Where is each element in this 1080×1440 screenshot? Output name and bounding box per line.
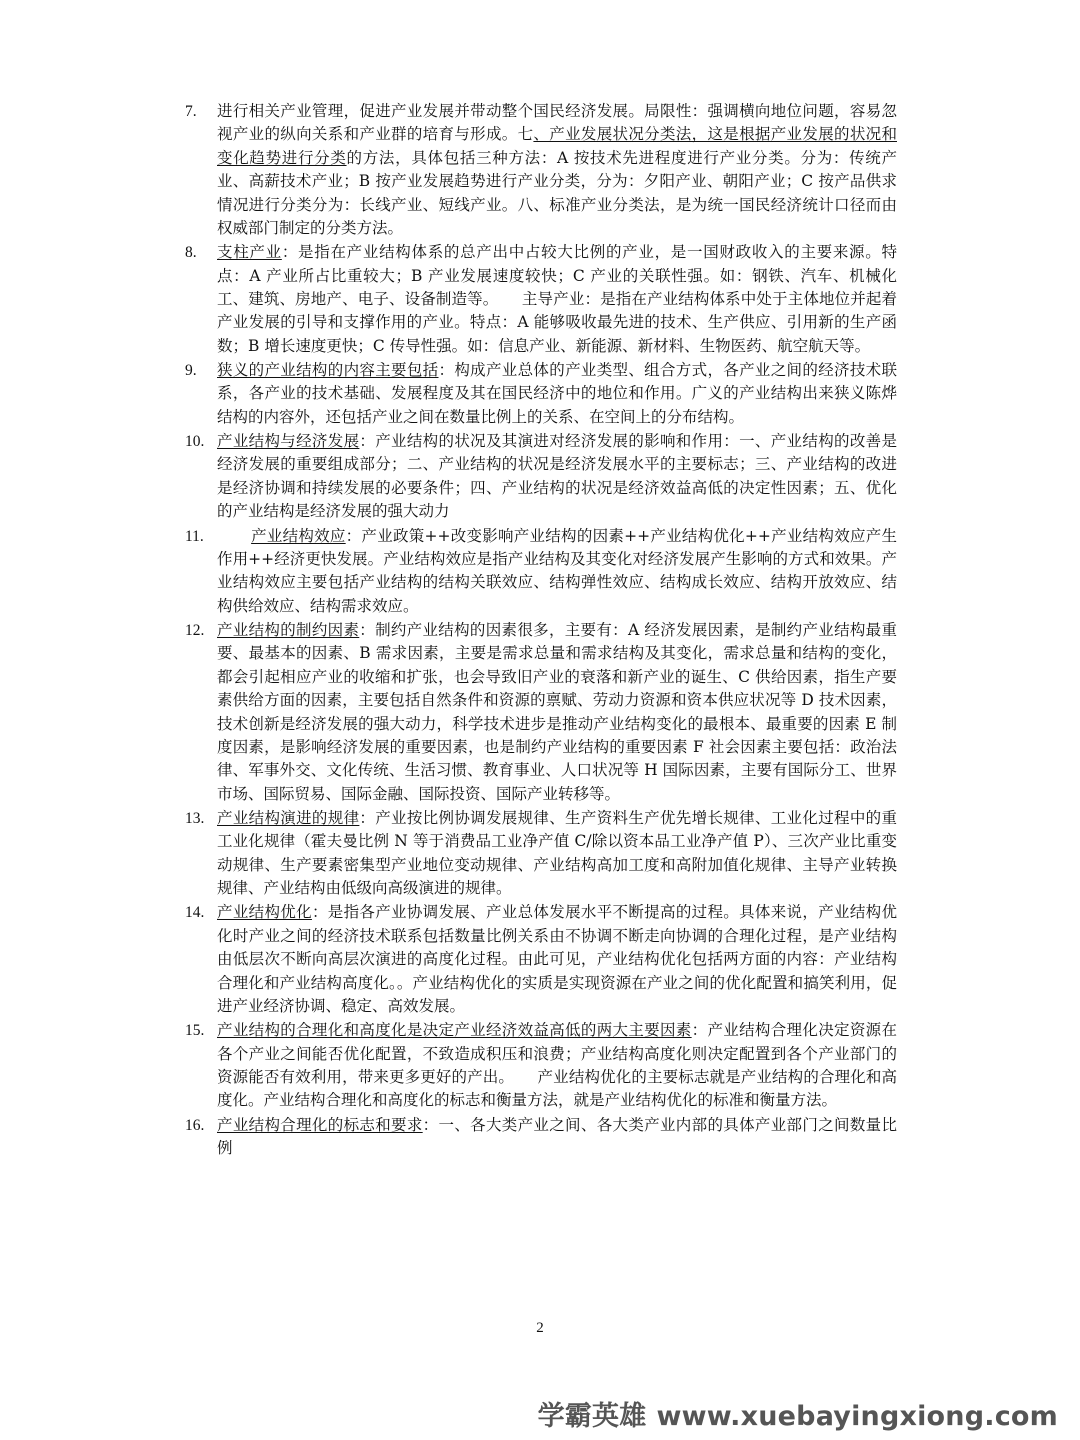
item-term: 产业结构的合理化和高度化是决定产业经济效益高低的两大主要因素 <box>217 1021 692 1040</box>
list-item <box>185 430 897 524</box>
item-body: ：是指各产业协调发展、产业总体发展水平不断提高的过程。具体来说，产业结构优化时产业之间的经济技术联系包括数量比例关系由不协调不断走向协调的合理化过程，是产业结构由低层次不断向高层次演进的高度化过程。由此可见，产业结构优化包括两方面的内容：产业结构合理化和产业结构高度化。。产业结构优化的实质是实现资源在产业之间的优化配置和搞笑利用，促进产业经济协调、稳定、高效发展。 <box>217 903 897 1016</box>
list-item <box>185 807 897 901</box>
item-number: 12. <box>185 621 205 639</box>
list-item <box>185 1114 897 1161</box>
list-item <box>185 1019 897 1113</box>
item-body: ：产业按比例协调发展规律、生产资料生产优先增长规律、工业化过程中的重工业化规律（霍夫曼比例 N 等于消费品工业净产值 C/除以资本品工业净产值 P）、三次产业比重变动规律、生产要素密集型产业地位变动规律、产业结构高加工度和高附加值化规律、主导产业转换规律、产业结构由低级向高级演进的规律。 <box>217 808 897 898</box>
item-term: 产业结构合理化的标志和要求 <box>217 1115 423 1134</box>
list-item <box>185 100 897 240</box>
item-number: 15. <box>185 1022 205 1040</box>
item-number: 14. <box>185 904 205 922</box>
item-term: 产业结构的制约因素 <box>217 620 360 639</box>
item-prefix: 进行相关产业管理，促进产业发展并带动整个国民经济发展。局限性：强调横向地位问题，容易忽视产业的纵向关系和产业群的培育与形成。七 <box>217 102 897 144</box>
item-body: ：产业政策++改变影响产业结构的因素++产业结构优化++产业结构效应产生作用++经济更快发展。产业结构效应是指产业结构及其变化对经济发展产生影响的方式和效果。产业结构效应主要包括产业结构的结构关联效应、结构弹性效应、结构成长效应、结构开放效应、结构供给效应、结构需求效应。 <box>217 526 897 615</box>
list-item <box>185 525 897 619</box>
item-number: 7. <box>185 103 197 120</box>
item-body: ：一、各大类产业之间、各大类产业内部的具体产业部门之间数量比例 <box>217 1115 897 1158</box>
item-term: 产业结构优化 <box>217 903 312 922</box>
watermark-brand: 学霸英雄 <box>537 1401 647 1432</box>
item-body: ：是指在产业结构体系的总产出中占较大比例的产业，是一国财政收入的主要来源。特点：A 产业所占比重较大；B 产业发展速度较快；C 产业的关联性强。如：钢铁、汽车、机械化工、建筑、房地产、电子、设备制造等。 主导产业：是指在产业结构体系中处于主体地位并起着产业发展的引导和支撑作用的产业。特点：A 能够吸收最先进的技术、生产供应、引用新的生产函数；B 增长速度更快；C 传导性强。如：信息产业、新能源、新材料、生物医药、航空航天等。 <box>217 243 897 355</box>
item-number: 11. <box>185 527 204 545</box>
page-number: 2 <box>536 1320 544 1336</box>
site-watermark <box>538 1394 1058 1433</box>
watermark-url: www.xuebayingxiong.com <box>656 1401 1058 1432</box>
item-number: 10. <box>185 433 205 451</box>
list-item <box>185 359 897 429</box>
item-term: 产业结构与经济发展 <box>217 432 360 451</box>
item-number: 8. <box>185 244 197 262</box>
numbered-paragraph-list <box>185 100 897 1161</box>
item-term: 产业结构效应 <box>251 526 346 545</box>
item-term: 、产业发展状况分类法，这是根据产业发展的状况和变化趋势进行分类 <box>217 125 897 167</box>
item-body: ：产业结构的状况及其演进对经济发展的影响和作用：一、产业结构的改善是经济发展的重要组成部分；二、产业结构的状况是经济发展水平的主要标志；三、产业结构的改进是经济协调和持续发展的必要条件；四、产业结构的状况是经济效益高低的决定性因素；五、优化的产业结构是经济发展的强大动力 <box>217 432 897 521</box>
item-term: 狭义的产业结构的内容主要包括 <box>217 361 439 380</box>
item-number: 13. <box>185 809 205 827</box>
item-body: ：产业结构合理化决定资源在各个产业之间能否优化配置，不致造成积压和浪费；产业结构高度化则决定配置到各个产业部门的资源能否有效利用，带来更多更好的产出。 产业结构优化的主要标志就是产业结构的合理化和高度化。产业结构合理化和高度化的标志和衡量方法，就是产业结构优化的标准和衡量方法。 <box>217 1021 897 1110</box>
item-body: ：构成产业总体的产业类型、组合方式，各产业之间的经济技术联系，各产业的技术基础、发展程度及其在国民经济中的地位和作用。广义的产业结构出来狭义陈烨结构的内容外，还包括产业之间在数量比例上的关系、在空间上的分布结构。 <box>217 361 897 426</box>
item-number: 9. <box>185 362 197 380</box>
item-term: 支柱产业 <box>217 243 282 262</box>
item-body: ：制约产业结构的因素很多，主要有：A 经济发展因素，是制约产业结构最重要、最基本的因素、B 需求因素，主要是需求总量和需求结构及其变化，需求总量和结构的变化，都会引起相应产业的收缩和扩张，也会导致旧产业的衰落和新产业的诞生、C 供给因素，指生产要素供给方面的因素，主要包括自然条件和资源的禀赋、劳动力资源和资本供应状况等 D 技术因素，技术创新是经济发展的强大动力，科学技术进步是推动产业结构变化的最根本、最重要的因素 E 制度因素，是影响经济发展的重要因素，也是制约产业结构的重要因素 F 社会因素主要包括：政治法律、军事外交、文化传统、生活习惯、教育事业、人口状况等 H 国际因素，主要有国际分工、世界市场、国际贸易、国际金融、国际投资、国际产业转移等。 <box>217 620 897 803</box>
list-item <box>185 619 897 806</box>
item-body: 的方法，具体包括三种方法：A 按技术先进程度进行产业分类。分为：传统产业、高薪技术产业；B 按产业发展趋势进行产业分类，分为：夕阳产业、朝阳产业；C 按产品供求情况进行分类分为：长线产业、短线产业。八、标准产业分类法，是为统一国民经济统计口径而由权威部门制定的分类方法。 <box>217 148 897 238</box>
list-item <box>185 241 897 358</box>
list-item <box>185 901 897 1018</box>
item-term: 产业结构演进的规律 <box>217 808 360 827</box>
item-number: 16. <box>185 1116 205 1134</box>
